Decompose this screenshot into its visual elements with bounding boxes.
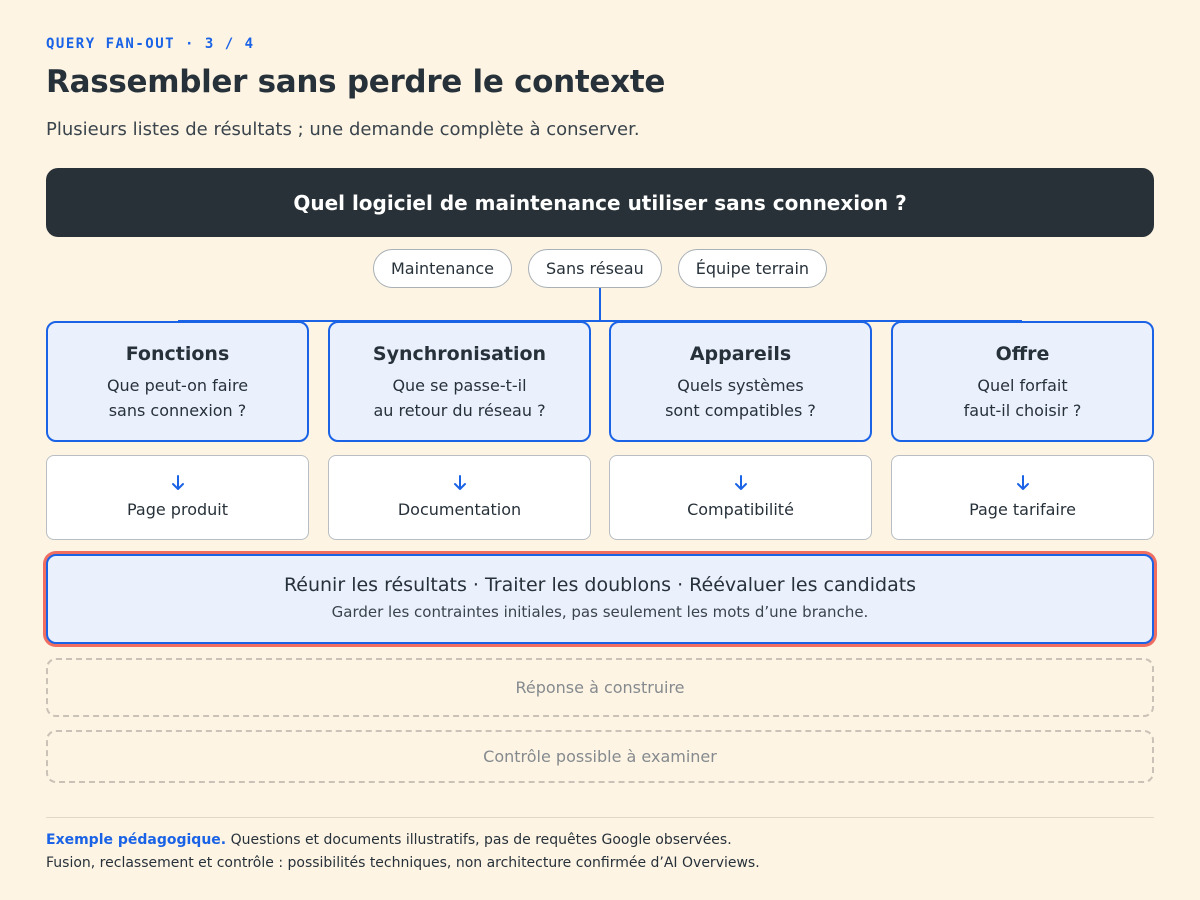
query-text: Quel logiciel de maintenance utiliser sans connexion ? — [293, 190, 907, 215]
footer-lead: Exemple pédagogique. — [46, 832, 227, 848]
arrow-down-icon — [733, 474, 749, 492]
pending-answer-box — [46, 658, 1154, 717]
branch-title: Offre — [995, 343, 1050, 365]
branch-question: Quels systèmes sont compatibles ? — [665, 376, 816, 420]
merge-title: Réunir les résultats · Traiter les doublons · Réévaluer les candidats — [283, 574, 917, 596]
tag-equipe-terrain: Équipe terrain — [678, 249, 827, 288]
arrow-down-icon — [170, 474, 186, 492]
branch-title: Synchronisation — [372, 343, 547, 365]
branch-question: Que peut-on faire sans connexion ? — [106, 376, 249, 420]
doc-card-page-tarifaire — [891, 455, 1154, 540]
doc-label: Compatibilité — [687, 500, 794, 519]
pending-answer-label: Réponse à construire — [515, 678, 685, 697]
doc-card-page-produit — [46, 455, 309, 540]
tag-maintenance: Maintenance — [373, 249, 512, 288]
page-subtitle: Plusieurs listes de résultats ; une demande complète à conserver. — [46, 119, 640, 140]
doc-label: Page produit — [126, 500, 228, 519]
tag-sans-reseau: Sans réseau — [528, 249, 662, 288]
footer-divider — [46, 817, 1154, 818]
footer-text-1: Questions et documents illustratifs, pas de requêtes Google observées. — [230, 832, 732, 848]
branch-card-fonctions — [46, 321, 309, 442]
footer-line-1 — [46, 832, 732, 848]
merge-step-card — [46, 554, 1154, 644]
pending-check-label: Contrôle possible à examiner — [483, 747, 717, 766]
query-banner — [46, 168, 1154, 237]
branch-card-synchronisation — [328, 321, 591, 442]
eyebrow-label: QUERY FAN-OUT · 3 / 4 — [46, 36, 255, 52]
branch-card-offre — [891, 321, 1154, 442]
pending-check-box — [46, 730, 1154, 783]
branch-question: Quel forfait faut-il choisir ? — [963, 376, 1082, 420]
branch-title: Appareils — [689, 343, 792, 365]
constraint-tags — [0, 249, 1200, 288]
doc-card-compatibilite — [609, 455, 872, 540]
merge-subtitle: Garder les contraintes initiales, pas seulement les mots d’une branche. — [331, 603, 869, 621]
branch-title: Fonctions — [125, 343, 230, 365]
branch-question: Que se passe-t-il au retour du réseau ? — [373, 376, 546, 420]
doc-label: Documentation — [397, 500, 522, 519]
branch-card-appareils — [609, 321, 872, 442]
doc-card-documentation — [328, 455, 591, 540]
doc-label: Page tarifaire — [969, 500, 1076, 519]
footer-line-2: Fusion, reclassement et contrôle : possibilités techniques, non architecture confirmée d’AI Overviews. — [46, 855, 760, 871]
arrow-down-icon — [1015, 474, 1031, 492]
arrow-down-icon — [452, 474, 468, 492]
page-title: Rassembler sans perdre le contexte — [46, 64, 666, 100]
